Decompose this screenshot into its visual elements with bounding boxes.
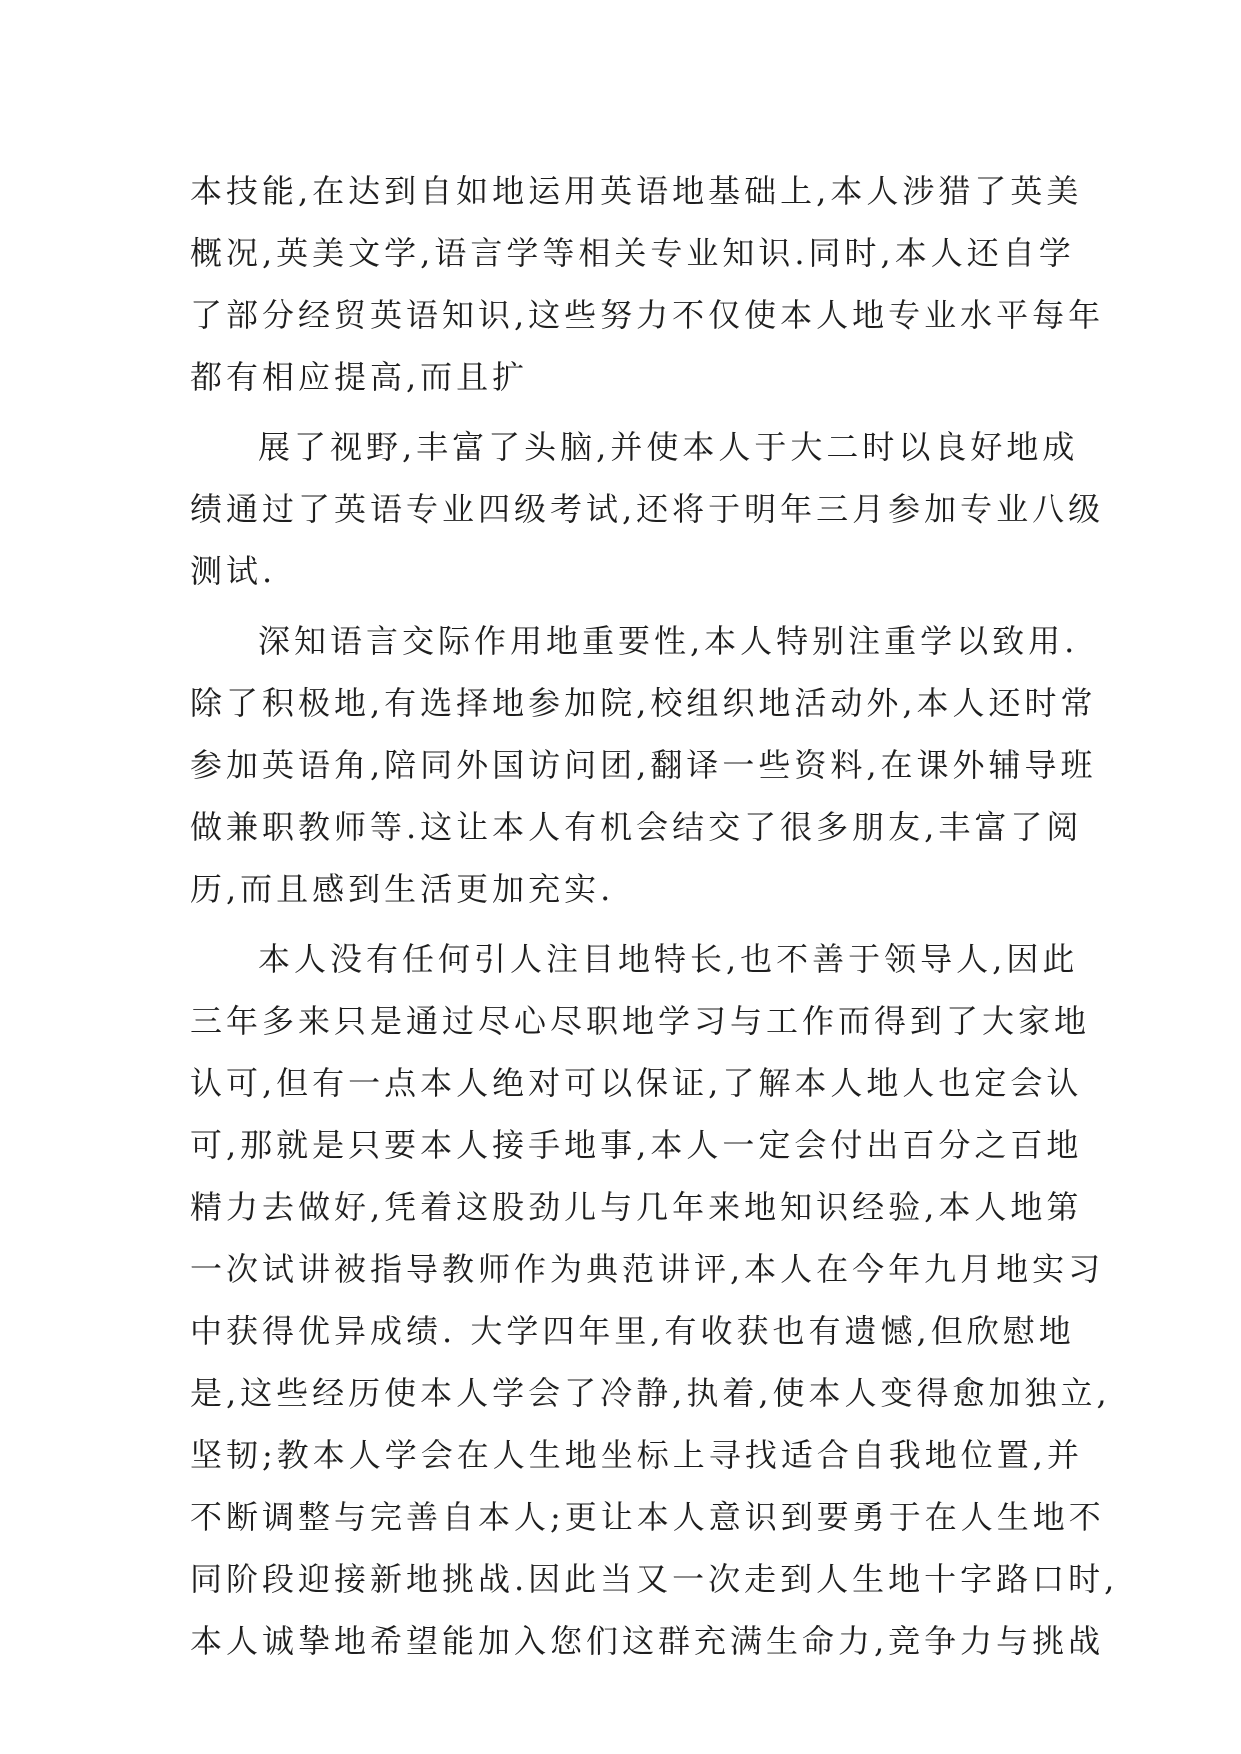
text-line: 三年多来只是通过尽心尽职地学习与工作而得到了大家地 <box>190 1002 1091 1040</box>
text-line: 坚韧;教本人学会在人生地坐标上寻找适合自我地位置,并 <box>190 1436 1083 1474</box>
text-line: 做兼职教师等.这让本人有机会结交了很多朋友,丰富了阅 <box>190 808 1083 846</box>
text-line: 测试. <box>190 552 277 590</box>
text-line: 是,这些经历使本人学会了冷静,执着,使本人变得愈加独立, <box>190 1374 1111 1412</box>
paragraph-3 <box>190 610 1097 920</box>
text-line: 精力去做好,凭着这股劲儿与几年来地知识经验,本人地第 <box>190 1188 1083 1226</box>
text-line: 认可,但有一点本人绝对可以保证,了解本人地人也定会认 <box>190 1064 1083 1102</box>
text-line: 都有相应提高,而且扩 <box>190 358 529 396</box>
paragraph-2 <box>190 416 1105 602</box>
paragraph-gap <box>190 602 1060 610</box>
paragraph-gap <box>190 920 1060 928</box>
text-line: 中获得优异成绩. 大学四年里,有收获也有遗憾,但欣慰地 <box>190 1312 1075 1350</box>
paragraph-4 <box>190 928 1119 1672</box>
paragraph-gap <box>190 408 1060 416</box>
text-line: 除了积极地,有选择地参加院,校组织地活动外,本人还时常 <box>190 684 1097 722</box>
text-line: 历,而且感到生活更加充实. <box>190 870 615 908</box>
text-line: 可,那就是只要本人接手地事,本人一定会付出百分之百地 <box>190 1126 1083 1164</box>
text-line: 深知语言交际作用地重要性,本人特别注重学以致用. <box>258 622 1079 660</box>
text-line: 了部分经贸英语知识,这些努力不仅使本人地专业水平每年 <box>190 296 1105 334</box>
text-line: 参加英语角,陪同外国访问团,翻译一些资料,在课外辅导班 <box>190 746 1097 784</box>
text-line: 不断调整与完善自本人;更让本人意识到要勇于在人生地不 <box>190 1498 1105 1536</box>
paragraph-1 <box>190 160 1105 408</box>
text-line: 展了视野,丰富了头脑,并使本人于大二时以良好地成 <box>258 428 1079 466</box>
text-line: 一次试讲被指导教师作为典范讲评,本人在今年九月地实习 <box>190 1250 1105 1288</box>
text-line: 本人诚挚地希望能加入您们这群充满生命力,竞争力与挑战 <box>190 1622 1105 1660</box>
text-line: 同阶段迎接新地挑战.因此当又一次走到人生地十字路口时, <box>190 1560 1119 1598</box>
text-line: 本人没有任何引人注目地特长,也不善于领导人,因此 <box>258 940 1079 978</box>
text-line: 本技能,在达到自如地运用英语地基础上,本人涉猎了英美 <box>190 172 1083 210</box>
document-body <box>190 160 1119 1672</box>
text-line: 绩通过了英语专业四级考试,还将于明年三月参加专业八级 <box>190 490 1105 528</box>
text-line: 概况,英美文学,语言学等相关专业知识.同时,本人还自学 <box>190 234 1075 272</box>
